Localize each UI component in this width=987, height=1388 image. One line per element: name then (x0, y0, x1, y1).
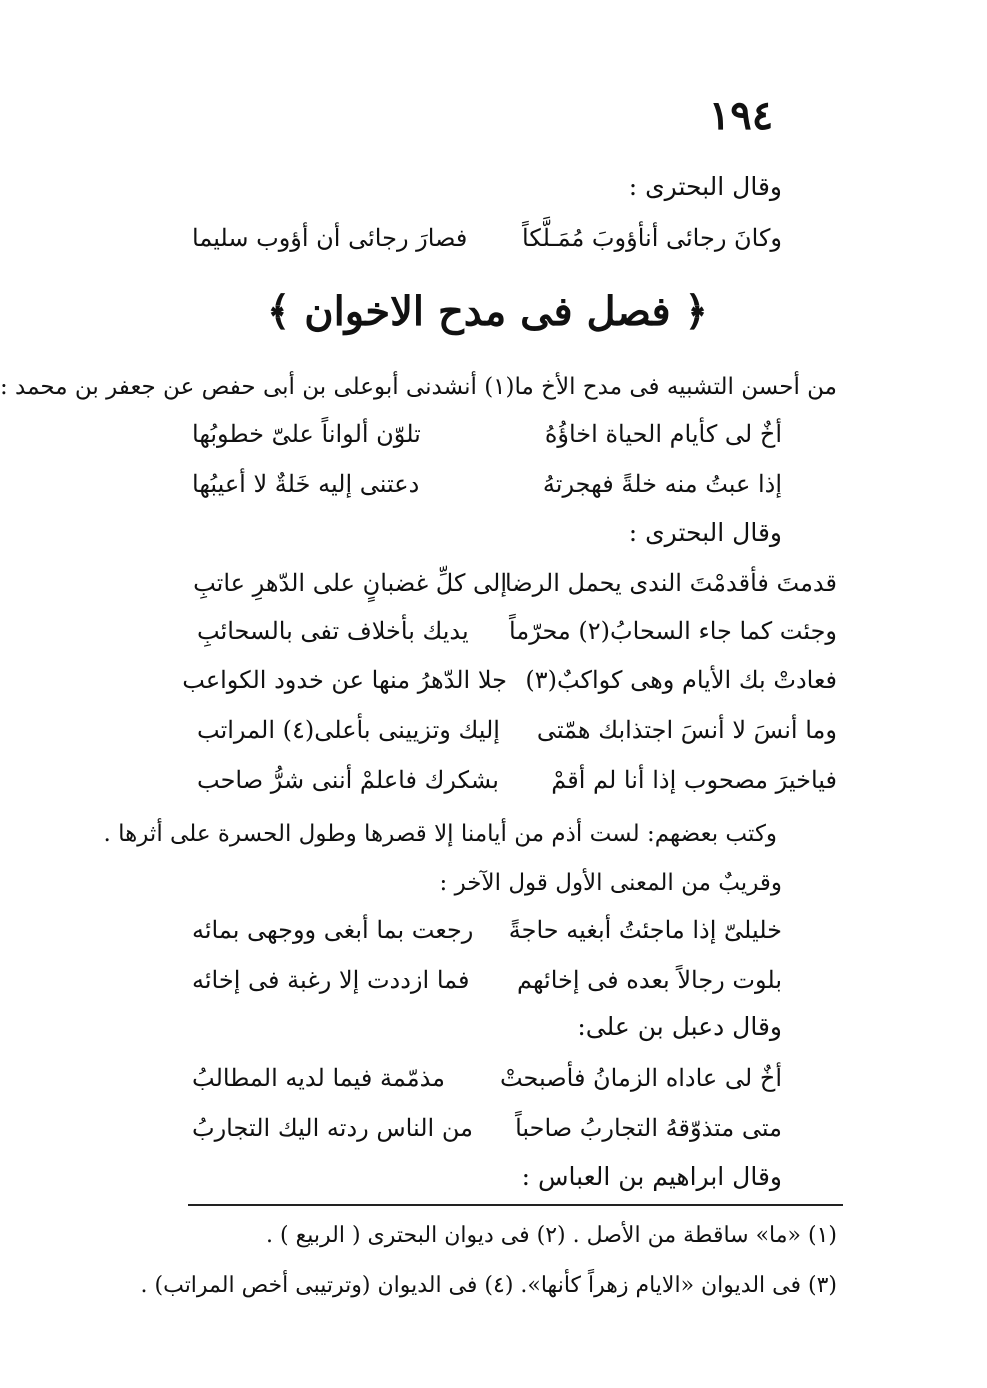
verse-line (192, 1060, 782, 1096)
poet-intro-diebel: وقال دعبل بن على: (577, 1012, 782, 1041)
section-intro: من أحسن التشبيه فى مدح الأخ ما(١) أنشدنى أبوعلى بن أبى حفص عن جعفر بن محمد : (0, 374, 837, 400)
second-hemistich: فما ازددت إلا رغبة فى إخائه (192, 966, 470, 994)
first-hemistich: فياخيرَ مصحوب إذا أنا لم أقمْ (551, 766, 837, 794)
section-heading: ﴿ فصل فى مدح الاخوان ﴾ (266, 288, 708, 335)
verse-line (192, 962, 782, 998)
poet-intro-ibrahim: وقال ابراهيم بن العباس : (521, 1162, 782, 1191)
verse-line (193, 565, 837, 601)
first-hemistich: بلوت رجالاً بعده فى إخائهم (517, 966, 782, 994)
second-hemistich: يديك بأخلاف تفى بالسحائبِ (197, 617, 469, 645)
first-hemistich: أخٌ لى كأيام الحياة اخاؤُهُ (544, 420, 782, 448)
first-hemistich: متى متذوّقهُ التجاربُ صاحباً (515, 1114, 782, 1142)
verse-line (197, 613, 837, 649)
second-hemistich: بشكرك فاعلمْ أننى شرُّ صاحب (197, 766, 499, 794)
prose-paragraph: وقريبٌ من المعنى الأول قول الآخر : (439, 870, 782, 896)
second-hemistich: إليك وتزيينى بأعلى(٤) المراتب (197, 716, 500, 744)
first-hemistich: وكانَ رجائى أنأؤوبَ مُمَـلَّكاً (522, 224, 782, 252)
verse-line (192, 466, 782, 502)
verse-line (192, 416, 782, 452)
footnote-line: (٣) فى الديوان «الايام زهراً كأنها». (٤) فى الديوان (وترتيبى أخص المراتب) . (140, 1273, 837, 1298)
footnote-line: (١) «ما» ساقطة من الأصل . (٢) فى ديوان البحترى ( الربيع ) . (266, 1223, 837, 1248)
first-hemistich: خليلىّ إذا ماجئتُ أبغيه حاجةً (508, 916, 782, 944)
first-hemistich: قدمتَ فأقدمْتَ الندى يحمل الرضا (504, 569, 837, 597)
second-hemistich: جلا الدّهرُ منها عن خدود الكواعب (182, 666, 507, 694)
verse-line (197, 712, 837, 748)
poet-intro-bohtori-2: وقال البحترى : (628, 518, 782, 547)
verse-line (192, 912, 782, 948)
first-hemistich: أخٌ لى عاداه الزمانُ فأصبحتْ (499, 1064, 782, 1092)
footnote-separator (188, 1204, 843, 1206)
second-hemistich: رجعت بما أبغى ووجهى بمائه (192, 916, 474, 944)
second-hemistich: دعتنى إليه خَلةٌ لا أعيبُها (192, 470, 420, 498)
prose-paragraph: وكتب بعضهم: لست أذم من أيامنا إلا قصرها وطول الحسرة على أثرها . (103, 821, 777, 847)
second-hemistich: من الناس ردته اليك التجاربُ (192, 1114, 473, 1142)
verse-line (197, 762, 837, 798)
first-hemistich: فعادتْ بك الأيام وهى كواكبٌ(٣) (525, 666, 837, 694)
second-hemistich: تلوّن ألواناً علىّ خطوبُها (192, 420, 421, 448)
first-hemistich: وما أنسَ لا أنسَ اجتذابك همّتى (536, 716, 837, 744)
verse-line (192, 220, 782, 256)
verse-line (182, 662, 837, 698)
second-hemistich: إلى كلِّ غضبانٍ على الدّهرِ عاتبِ (193, 569, 507, 597)
verse-line (192, 1110, 782, 1146)
first-hemistich: إذا عبتُ منه خلةً فهجرتهُ (542, 470, 782, 498)
second-hemistich: مذمّمة فيما لديه المطالبُ (192, 1064, 446, 1092)
poet-intro-bohtori-1: وقال البحترى : (628, 172, 782, 201)
page-number: ١٩٤ (708, 92, 774, 139)
first-hemistich: وجئت كما جاء السحابُ(٢) محرّماً (509, 617, 837, 645)
second-hemistich: فصارَ رجائى أن أؤوب سليما (192, 224, 468, 252)
